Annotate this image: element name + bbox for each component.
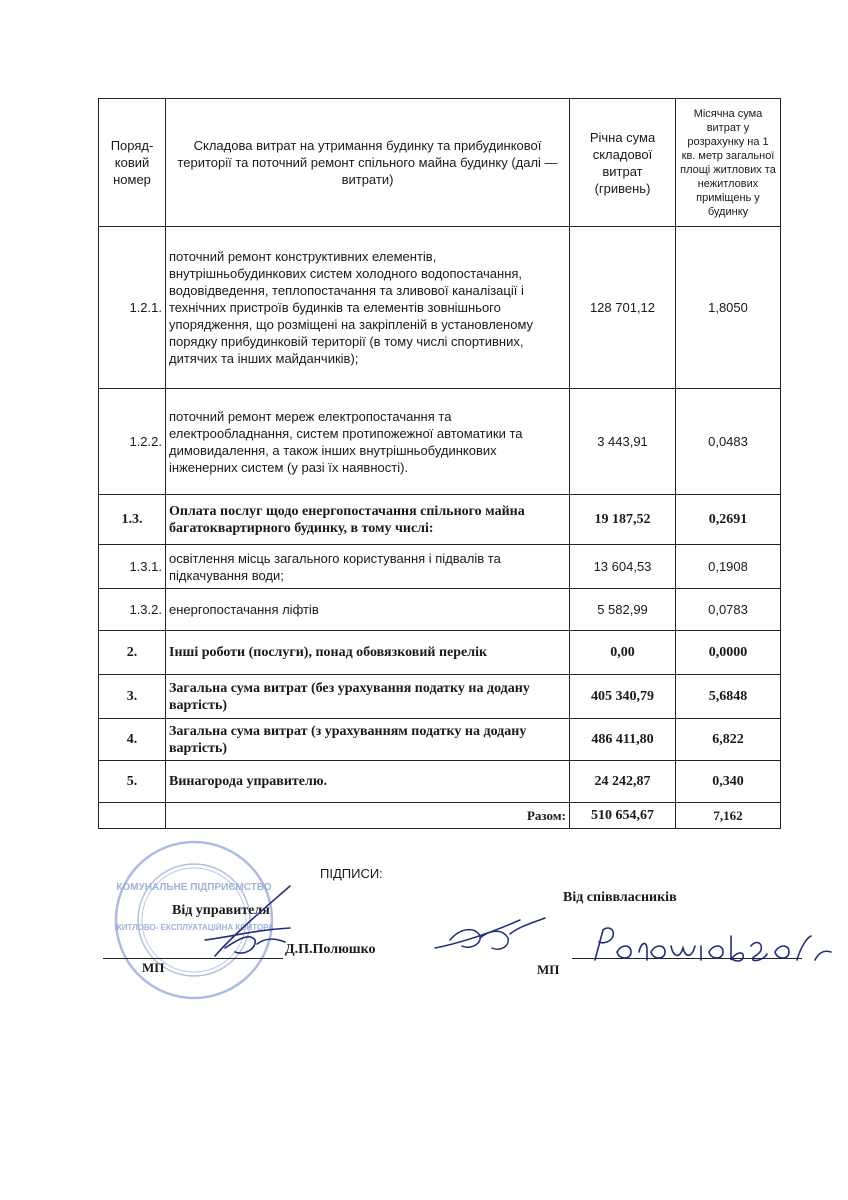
- row-monthly: 1,8050: [676, 227, 781, 389]
- from-owners-label: Від співвласників: [563, 890, 677, 905]
- header-monthly: Місячна сума витрат у розрахунку на 1 кв. метр загальної площі житлових та нежитлових приміщень у будинку: [676, 99, 781, 227]
- row-number: 1.3.: [99, 495, 166, 545]
- table-row: [99, 631, 781, 675]
- row-description: поточний ремонт конструктивних елементів, внутрішньобудинкових систем холодного водопостачання, водовідведення, теплопостачання та зливової каналізації і технічних пристроїв будинків та елементів зовнішнього упорядження, що розміщені на закріпленій в установленому порядку прибудинковій території (в тому числі спортивних, дитячих та інших майданчиків);: [166, 227, 570, 389]
- row-monthly: 0,0483: [676, 389, 781, 495]
- row-annual: 128 701,12: [570, 227, 676, 389]
- row-description: освітлення місць загального користування і підвалів та підкачування води;: [166, 545, 570, 589]
- table-row: [99, 719, 781, 761]
- table-row: [99, 495, 781, 545]
- row-annual: 13 604,53: [570, 545, 676, 589]
- row-description: Винагорода управителю.: [166, 761, 570, 803]
- row-annual: 5 582,99: [570, 589, 676, 631]
- costs-table: [98, 98, 781, 829]
- row-number: 5.: [99, 761, 166, 803]
- manager-handwritten-signature: [195, 878, 305, 968]
- row-monthly: 5,6848: [676, 675, 781, 719]
- total-monthly: 7,162: [676, 803, 781, 829]
- signatures-title: ПІДПИСИ:: [320, 866, 383, 881]
- row-annual: 24 242,87: [570, 761, 676, 803]
- row-monthly: 0,0000: [676, 631, 781, 675]
- table-row: [99, 675, 781, 719]
- row-description: Інші роботи (послуги), понад обовязковий перелік: [166, 631, 570, 675]
- header-description: Складова витрат на утримання будинку та прибудинкової території та поточний ремонт спільного майна будинку (далі — витрати): [166, 99, 570, 227]
- total-row: [99, 803, 781, 829]
- stamp-text-outer: КОМУНАЛЬНЕ ПІДПРИЄМСТВО: [116, 882, 272, 893]
- row-monthly: 6,822: [676, 719, 781, 761]
- total-annual: 510 654,67: [570, 803, 676, 829]
- owner-handwritten-signature-1: [430, 908, 550, 968]
- row-number: 4.: [99, 719, 166, 761]
- table-row: [99, 589, 781, 631]
- row-number: 2.: [99, 631, 166, 675]
- from-manager-label: Від управителя: [172, 903, 270, 918]
- row-annual: 0,00: [570, 631, 676, 675]
- row-description: поточний ремонт мереж електропостачання та електрообладнання, систем протипожежної автоматики та димовидалення, а також інших внутрішньобудинкових інженерних систем (у разі їх наявності).: [166, 389, 570, 495]
- table-row: [99, 545, 781, 589]
- total-empty-cell: [99, 803, 166, 829]
- row-annual: 405 340,79: [570, 675, 676, 719]
- row-description: енергопостачання ліфтів: [166, 589, 570, 631]
- header-annual: Річна сума складової витрат (гривень): [570, 99, 676, 227]
- row-description: Загальна сума витрат (без урахування податку на додану вартість): [166, 675, 570, 719]
- row-monthly: 0,0783: [676, 589, 781, 631]
- mp-right: МП: [537, 962, 560, 977]
- manager-name: Д.П.Полюшко: [285, 942, 376, 957]
- row-number: 1.3.2.: [99, 589, 166, 631]
- row-monthly: 0,340: [676, 761, 781, 803]
- table-header-row: [99, 99, 781, 227]
- mp-left: МП: [142, 960, 165, 975]
- table-row: [99, 389, 781, 495]
- stamp-text-mid: ЖИТЛОВО- ЕКСПЛУАТАЦІЙНА КОНТОРА: [114, 923, 274, 932]
- row-description: Оплата послуг щодо енергопостачання спільного майна багатоквартирного будинку, в тому числі:: [166, 495, 570, 545]
- row-number: 1.2.1.: [99, 227, 166, 389]
- row-annual: 19 187,52: [570, 495, 676, 545]
- row-number: 3.: [99, 675, 166, 719]
- row-description: Загальна сума витрат (з урахуванням податку на додану вартість): [166, 719, 570, 761]
- row-annual: 486 411,80: [570, 719, 676, 761]
- total-label: Разом:: [166, 803, 570, 829]
- owner-handwritten-signature-2: [585, 922, 840, 972]
- table-row: [99, 761, 781, 803]
- row-monthly: 0,1908: [676, 545, 781, 589]
- header-number: Поряд-ковий номер: [99, 99, 166, 227]
- row-number: 1.3.1.: [99, 545, 166, 589]
- table-row: [99, 227, 781, 389]
- row-annual: 3 443,91: [570, 389, 676, 495]
- row-monthly: 0,2691: [676, 495, 781, 545]
- row-number: 1.2.2.: [99, 389, 166, 495]
